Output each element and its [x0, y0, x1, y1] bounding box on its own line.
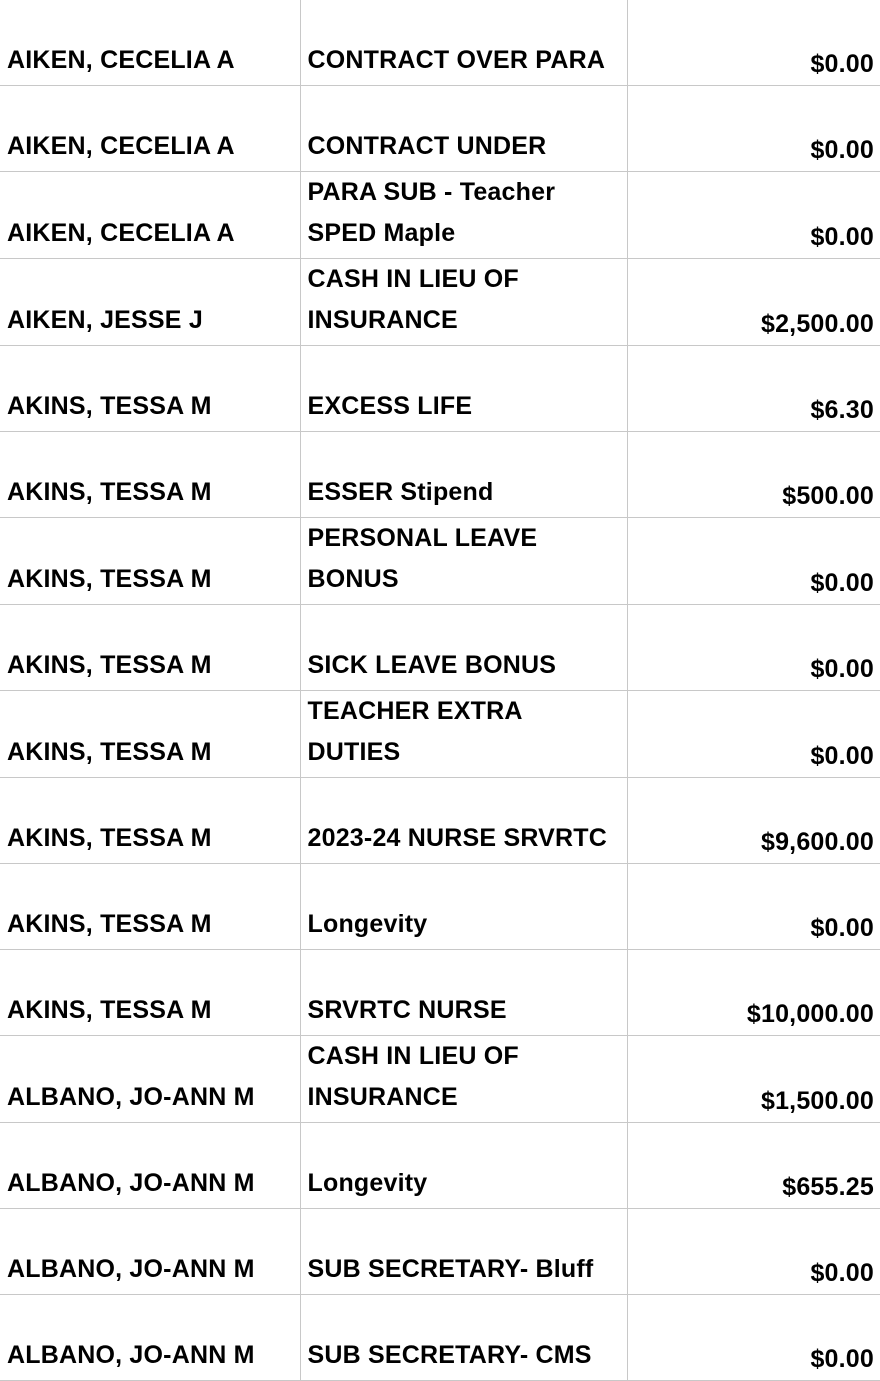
employee-name-cell: ALBANO, JO-ANN M	[0, 1123, 300, 1209]
table-row	[0, 432, 880, 518]
table-row	[0, 778, 880, 864]
table-row	[0, 86, 880, 172]
table-row	[0, 691, 880, 778]
amount-cell: $10,000.00	[627, 950, 880, 1036]
employee-name-cell: AIKEN, CECELIA A	[0, 86, 300, 172]
table-row	[0, 0, 880, 86]
employee-name-cell: AKINS, TESSA M	[0, 950, 300, 1036]
employee-name-cell: AIKEN, JESSE J	[0, 259, 300, 346]
table-row	[0, 172, 880, 259]
description-cell: EXCESS LIFE	[300, 346, 627, 432]
employee-name-cell: AKINS, TESSA M	[0, 778, 300, 864]
amount-cell: $0.00	[627, 0, 880, 86]
table-row	[0, 1209, 880, 1295]
description-cell: 2023-24 NURSE SRVRTC	[300, 778, 627, 864]
table-row	[0, 864, 880, 950]
description-cell: CONTRACT OVER PARA	[300, 0, 627, 86]
description-cell: CASH IN LIEU OF INSURANCE	[300, 259, 627, 346]
amount-cell: $655.25	[627, 1123, 880, 1209]
amount-cell: $0.00	[627, 691, 880, 778]
description-cell: SICK LEAVE BONUS	[300, 605, 627, 691]
description-cell: CASH IN LIEU OF INSURANCE	[300, 1036, 627, 1123]
employee-name-cell: ALBANO, JO-ANN M	[0, 1295, 300, 1381]
table-row	[0, 518, 880, 605]
amount-cell: $0.00	[627, 1209, 880, 1295]
description-cell: SRVRTC NURSE	[300, 950, 627, 1036]
employee-name-cell: AKINS, TESSA M	[0, 346, 300, 432]
table-row	[0, 605, 880, 691]
employee-name-cell: AIKEN, CECELIA A	[0, 172, 300, 259]
description-cell: PERSONAL LEAVE BONUS	[300, 518, 627, 605]
employee-name-cell: AKINS, TESSA M	[0, 605, 300, 691]
table-row	[0, 1036, 880, 1123]
table-row	[0, 259, 880, 346]
employee-name-cell: ALBANO, JO-ANN M	[0, 1036, 300, 1123]
table-row	[0, 1123, 880, 1209]
employee-name-cell: ALBANO, JO-ANN M	[0, 1209, 300, 1295]
description-cell: Longevity	[300, 1123, 627, 1209]
employee-name-cell: AKINS, TESSA M	[0, 691, 300, 778]
amount-cell: $9,600.00	[627, 778, 880, 864]
amount-cell: $0.00	[627, 86, 880, 172]
amount-cell: $2,500.00	[627, 259, 880, 346]
employee-name-cell: AKINS, TESSA M	[0, 518, 300, 605]
employee-name-cell: AIKEN, CECELIA A	[0, 0, 300, 86]
description-cell: TEACHER EXTRA DUTIES	[300, 691, 627, 778]
employee-name-cell: AKINS, TESSA M	[0, 432, 300, 518]
amount-cell: $500.00	[627, 432, 880, 518]
description-cell: Longevity	[300, 864, 627, 950]
amount-cell: $0.00	[627, 605, 880, 691]
description-cell: SUB SECRETARY- CMS	[300, 1295, 627, 1381]
description-cell: CONTRACT UNDER	[300, 86, 627, 172]
amount-cell: $0.00	[627, 518, 880, 605]
table-row	[0, 1295, 880, 1381]
amount-cell: $0.00	[627, 1295, 880, 1381]
amount-cell: $1,500.00	[627, 1036, 880, 1123]
table-row	[0, 950, 880, 1036]
amount-cell: $0.00	[627, 172, 880, 259]
description-cell: PARA SUB - Teacher SPED Maple	[300, 172, 627, 259]
description-cell: ESSER Stipend	[300, 432, 627, 518]
amount-cell: $6.30	[627, 346, 880, 432]
amount-cell: $0.00	[627, 864, 880, 950]
employee-name-cell: AKINS, TESSA M	[0, 864, 300, 950]
description-cell: SUB SECRETARY- Bluff	[300, 1209, 627, 1295]
table-row	[0, 346, 880, 432]
